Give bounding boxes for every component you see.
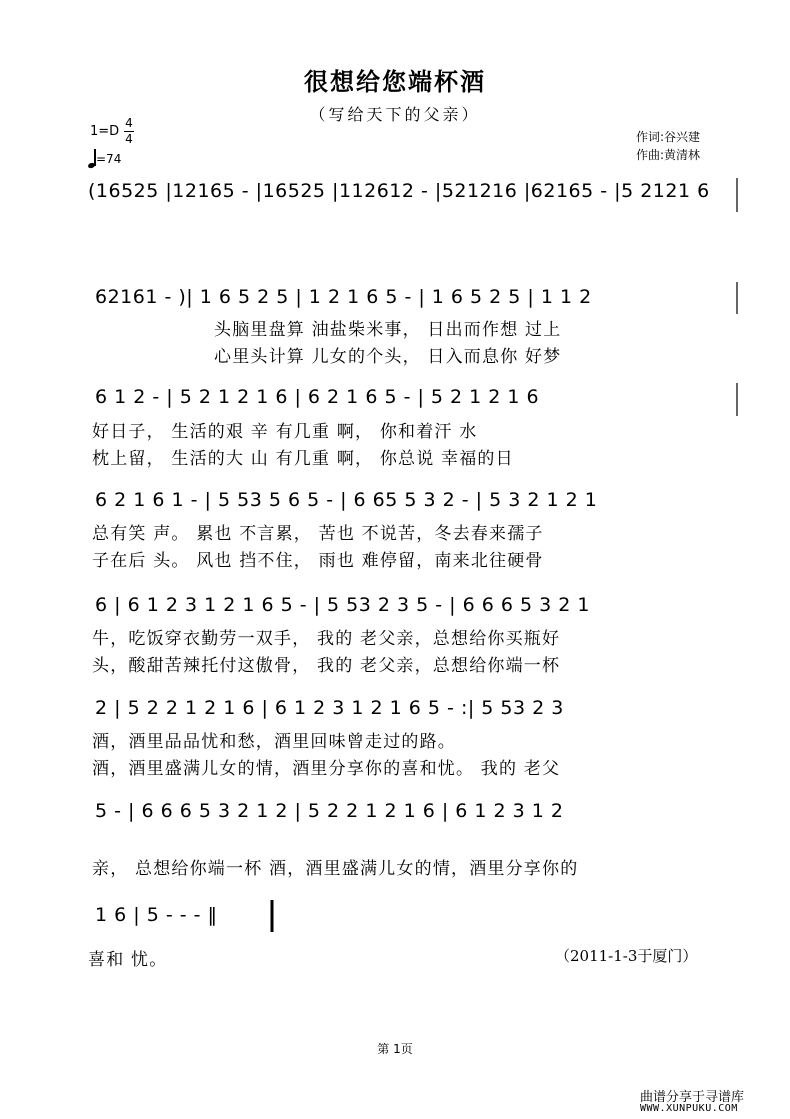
lyric-line-2a: 头脑里盘算 油盐柴米事， 日出而作想 过上: [214, 320, 562, 340]
notation-line-8: 1 6 | 5 - - - ‖: [95, 904, 218, 926]
time-signature-bottom: 4: [125, 132, 133, 146]
lyric-line-5a: 牛，吃饭穿衣勤劳一双手， 我的 老父亲，总想给你买瓶好: [92, 629, 561, 649]
composer-credit: 作曲:黄清林: [636, 148, 701, 162]
tempo-value: =74: [96, 152, 122, 166]
lyric-line-3b: 枕上留， 生活的大 山 有几重 啊， 你总说 幸福的日: [92, 449, 514, 469]
time-signature-top: 4: [125, 116, 133, 130]
lyric-line-4a: 总有笑 声。 累也 不言累， 苦也 不说苦，冬去春来孺子: [92, 524, 544, 544]
lyric-line-6b: 酒，酒里盛满儿女的情，酒里分享你的喜和忧。 我的 老父: [92, 759, 561, 779]
lyric-line-5b: 头，酸甜苦辣托付这傲骨， 我的 老父亲，总想给你端一杯: [92, 656, 561, 676]
notation-line-5: 6 | 6 1 2 3 1 2 1 6 5 - | 5 53 2 3 5 - | 6 6 6 5 3 2 1: [95, 594, 590, 616]
watermark-url: WWW.XUNPUKU.COM: [640, 1103, 738, 1114]
notation-line-4: 6 2 1 6 1 - | 5 53 5 6 5 - | 6 65 5 3 2 - | 5 3 2 1 2 1: [95, 489, 598, 511]
notation-line-2: 62161 - )| 1 6 5 2 5 | 1 2 1 6 5 - | 1 6 5 2 5 | 1 1 2: [95, 286, 592, 308]
watermark-text: 曲谱分享于寻谱库: [640, 1090, 745, 1105]
lyric-line-3a: 好日子， 生活的艰 辛 有几重 啊， 你和着汗 水: [92, 422, 478, 442]
lyric-line-7: 亲， 总想给你端一杯 酒，酒里盛满儿女的情，酒里分享你的: [92, 859, 579, 879]
lyric-line-6a: 酒，酒里品品忧和愁，酒里回味曾走过的路。: [92, 732, 456, 752]
song-title: 很想给您端杯酒: [304, 67, 486, 96]
lyric-line-4b: 子在后 头。 风也 挡不住， 雨也 难停留，南来北往硬骨: [92, 551, 544, 571]
key-signature: 1=D: [90, 124, 120, 139]
date-place: （2011-1-3于厦门）: [555, 947, 698, 965]
page-number: 第 1页: [377, 1042, 413, 1056]
notation-line-3: 6 1 2 - | 5 2 1 2 1 6 | 6 2 1 6 5 - | 5 2 1 2 1 6: [95, 386, 540, 408]
notation-line-6: 2 | 5 2 2 1 2 1 6 | 6 1 2 3 1 2 1 6 5 - :| 5 53 2 3: [95, 697, 564, 719]
notation-line-7: 5 - | 6 6 6 5 3 2 1 2 | 5 2 2 1 2 1 6 | 6 1 2 3 1 2: [95, 800, 564, 822]
song-subtitle: （写给天下的父亲）: [309, 105, 481, 124]
lyric-line-2b: 心里头计算 儿女的个头， 日入而息你 好梦: [214, 347, 562, 367]
notation-line-1: (16525 |12165 - |16525 |112612 - |521216 |62165 - |5 2121 6: [88, 180, 710, 202]
lyricist-credit: 作词:谷兴建: [636, 130, 701, 144]
lyric-line-8: 喜和 忧。: [88, 950, 168, 970]
